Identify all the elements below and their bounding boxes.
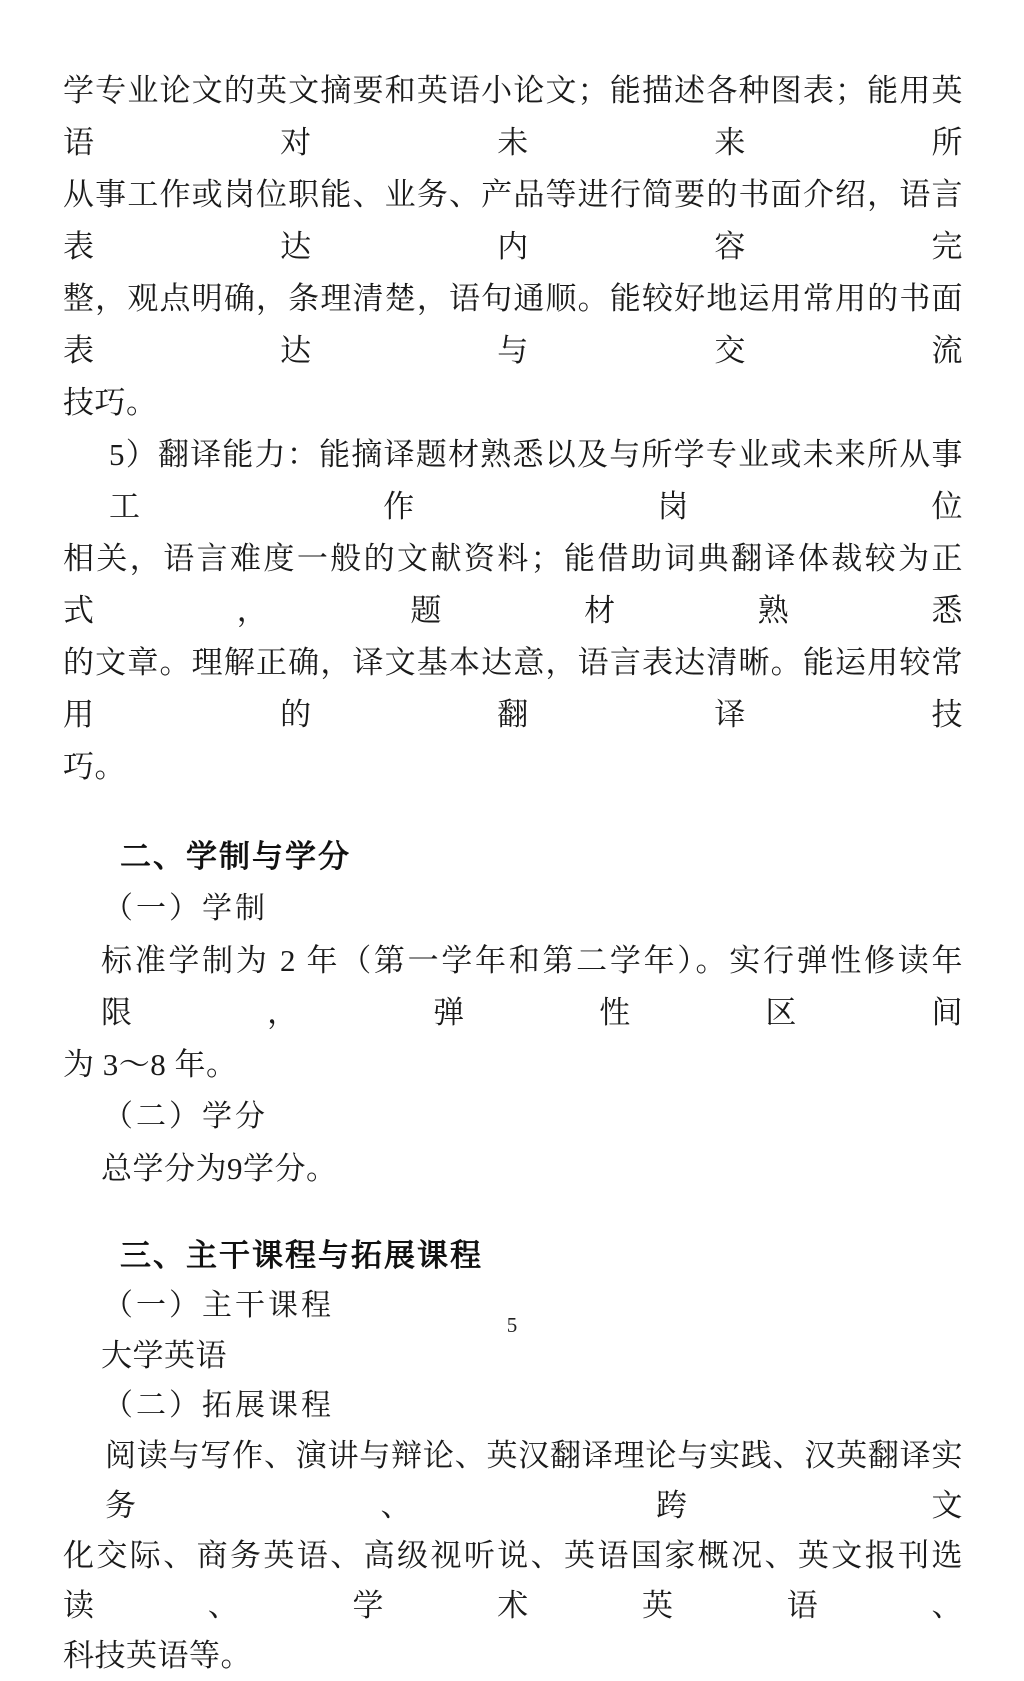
section-heading-3: 三、主干课程与拓展课程 xyxy=(120,1238,483,1273)
subheading-extended-courses: （二）拓展课程 xyxy=(103,1389,334,1422)
paragraph-credits: 总学分为9学分。 xyxy=(101,1151,338,1186)
section-schooling-credits xyxy=(63,831,963,1195)
subheading-main-courses: （一）主干课程 xyxy=(103,1289,334,1322)
subheading-credits: （二）学分 xyxy=(103,1100,268,1133)
paragraph-translation-ability xyxy=(63,429,963,793)
paragraph-line: 巧。 xyxy=(63,749,126,784)
paragraph-line: 学专业论文的英文摘要和英语小论文；能描述各种图表；能用英语对未来所 xyxy=(63,73,963,160)
paragraph-line: 技巧。 xyxy=(63,385,158,420)
paragraph-line: 相关，语言难度一般的文献资料；能借助词典翻译体裁较为正式，题材熟悉 xyxy=(63,541,963,628)
paragraph-line: 整，观点明确，条理清楚，语句通顺。能较好地运用常用的书面表达与交流 xyxy=(63,281,963,368)
paragraph-line: 阅读与写作、演讲与辩论、英汉翻译理论与实践、汉英翻译实务、跨文 xyxy=(105,1438,963,1523)
page-number: 5 xyxy=(506,1313,518,1337)
paragraph-line: 的文章。理解正确，译文基本达意，语言表达清晰。能运用较常用的翻译技 xyxy=(63,645,963,732)
paragraph-writing-ability xyxy=(63,65,963,429)
paragraph-line: 为 3～8 年。 xyxy=(63,1047,238,1082)
paragraph-line: 科技英语等。 xyxy=(63,1638,252,1673)
section-heading-2: 二、学制与学分 xyxy=(120,839,351,874)
paragraph-line: 化交际、商务英语、高级视听说、英语国家概况、英文报刊选读、学术英语、 xyxy=(63,1538,963,1623)
paragraph-line: 从事工作或岗位职能、业务、产品等进行简要的书面介绍，语言表达内容完 xyxy=(63,177,963,264)
paragraph-main-course: 大学英语 xyxy=(101,1338,227,1373)
subheading-schooling: （一）学制 xyxy=(103,892,268,925)
paragraph-line: 标准学制为 2 年（第一学年和第二学年）。实行弹性修读年限，弹性区间 xyxy=(101,943,963,1030)
section-courses xyxy=(63,1231,963,1681)
paragraph-line: 5）翻译能力：能摘译题材熟悉以及与所学专业或未来所从事工作岗位 xyxy=(109,437,963,524)
